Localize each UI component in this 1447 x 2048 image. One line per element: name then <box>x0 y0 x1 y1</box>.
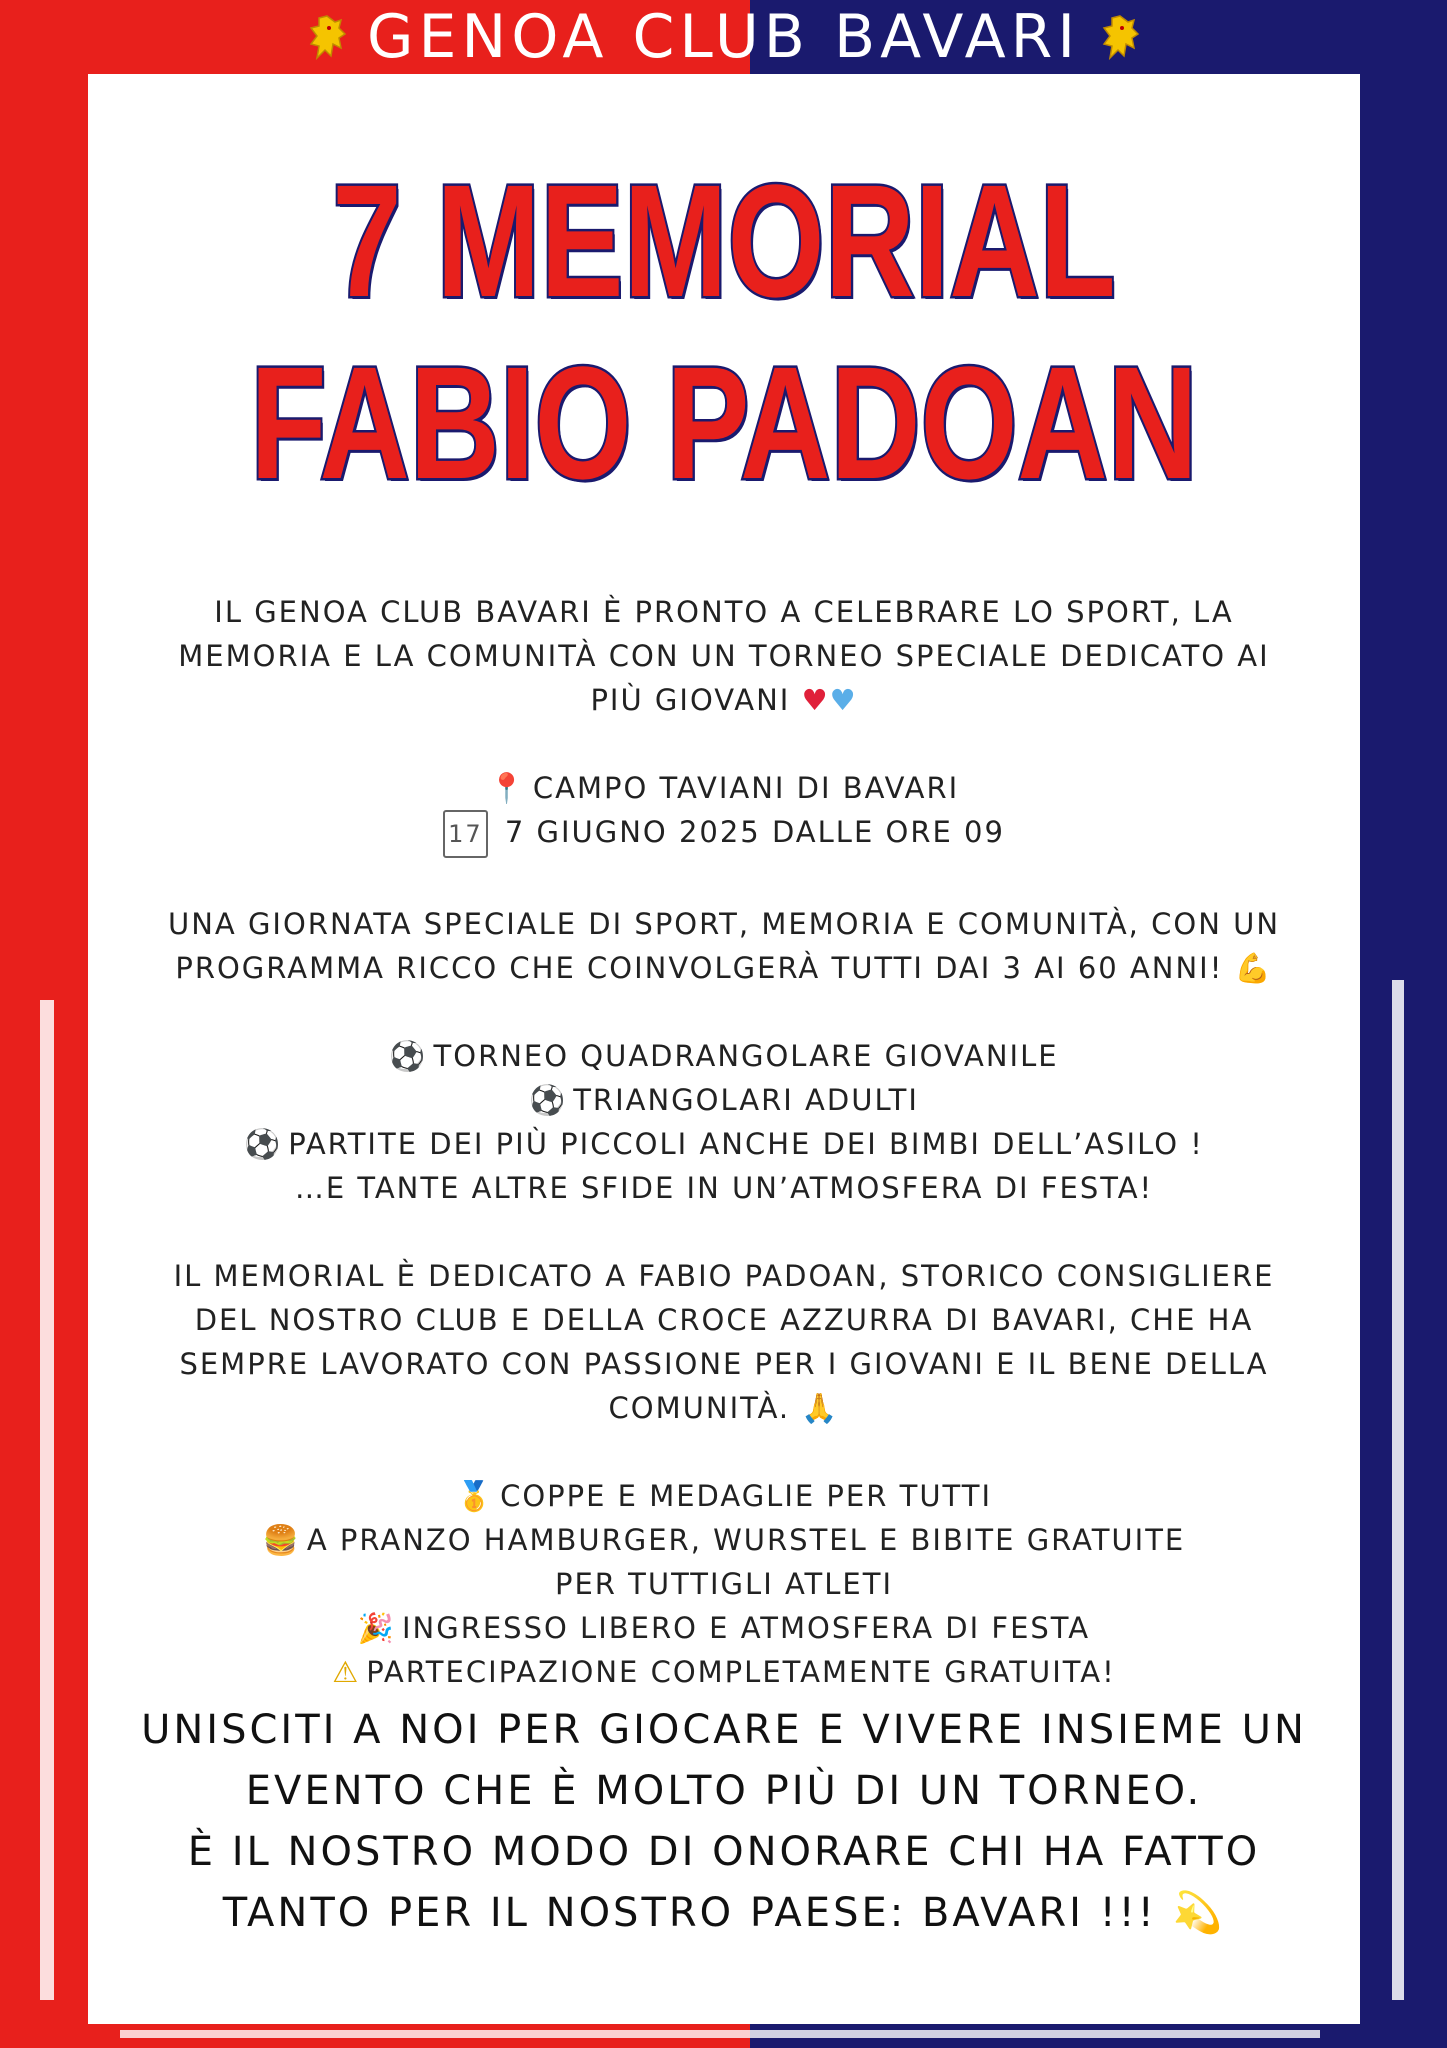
star-icon: 💫 <box>1172 1890 1226 1936</box>
soccer-ball-icon: ⚽ <box>529 1083 568 1117</box>
closing-message <box>88 1700 1360 1944</box>
soccer-ball-icon: ⚽ <box>389 1039 428 1073</box>
perk-item: 🥇 COPPE E MEDAGLIE PER TUTTI <box>100 1474 1348 1518</box>
warning-icon: ⚠ <box>332 1655 361 1689</box>
date-line: 17 7 GIUGNO 2025 DALLE ORE 09 <box>100 810 1348 858</box>
activity-item: ⚽ PARTITE DEI PIÙ PICCOLI ANCHE DEI BIMBI DELL’ASILO ! <box>100 1122 1348 1166</box>
header <box>0 0 1447 74</box>
heart-icon: ♥ <box>829 683 858 717</box>
intro-line-last: PIÙ GIOVANI ♥♥ <box>590 683 858 717</box>
brush-stroke <box>120 2030 1320 2038</box>
brush-stroke <box>1392 980 1404 2000</box>
dedication-line: COMUNITÀ. 🙏 <box>608 1391 840 1425</box>
club-name: GENOA CLUB BAVARI <box>366 2 1081 72</box>
program-line: UNA GIORNATA SPECIALE DI SPORT, MEMORIA E COMUNITÀ, CON UN <box>167 907 1281 941</box>
lion-icon <box>305 12 349 62</box>
title-line: 7 MEMORIAL <box>332 151 1116 330</box>
program-line: PROGRAMMA RICCO CHE COINVOLGERÀ TUTTI DAI 3 AI 60 ANNI! 💪 <box>175 951 1273 985</box>
dedication-line: IL MEMORIAL È DEDICATO A FABIO PADOAN, STORICO CONSIGLIERE <box>173 1259 1275 1293</box>
intro-line: MEMORIA E LA COMUNITÀ CON UN TORNEO SPECIALE DEDICATO AI <box>178 639 1270 673</box>
perk-item: 🎉 INGRESSO LIBERO E ATMOSFERA DI FESTA <box>100 1606 1348 1650</box>
dedication-line: SEMPRE LAVORATO CON PASSIONE PER I GIOVANI E IL BENE DELLA <box>179 1347 1269 1381</box>
perk-item: ⚠ PARTECIPAZIONE COMPLETAMENTE GRATUITA! <box>100 1650 1348 1694</box>
activity-item: ⚽ TORNEO QUADRANGOLARE GIOVANILE <box>100 1034 1348 1078</box>
medal-icon: 🥇 <box>455 1479 495 1513</box>
burger-icon: 🍔 <box>262 1523 301 1557</box>
closing-line: EVENTO CHE È MOLTO PIÙ DI UN TORNEO. <box>245 1768 1203 1814</box>
closing-line: TANTO PER IL NOSTRO PAESE: BAVARI !!! 💫 <box>222 1890 1226 1936</box>
pin-icon: 📍 <box>488 771 527 805</box>
closing-line: È IL NOSTRO MODO DI ONORARE CHI HA FATTO <box>187 1829 1261 1875</box>
party-icon: 🎉 <box>357 1611 396 1645</box>
activity-item: ⚽ TRIANGOLARI ADULTI <box>100 1078 1348 1122</box>
pray-icon: 🙏 <box>801 1391 840 1425</box>
dedication-line: DEL NOSTRO CLUB E DELLA CROCE AZZURRA DI BAVARI, CHE HA <box>194 1303 1254 1337</box>
calendar-icon: 17 <box>443 810 488 858</box>
closing-line: UNISCITI A NOI PER GIOCARE E VIVERE INSIEME UN <box>141 1707 1307 1753</box>
activity-item: …E TANTE ALTRE SFIDE IN UN’ATMOSFERA DI FESTA! <box>294 1171 1154 1205</box>
poster-body <box>100 590 1348 1694</box>
intro-line: IL GENOA CLUB BAVARI È PRONTO A CELEBRARE LO SPORT, LA <box>214 595 1234 629</box>
location-line: 📍 CAMPO TAVIANI DI BAVARI <box>100 766 1348 810</box>
heart-icon: ♥ <box>801 683 830 717</box>
title-line: FABIO PADOAN <box>250 333 1198 512</box>
event-title <box>228 150 1220 514</box>
lion-icon <box>1098 12 1142 62</box>
perk-item: 🍔 A PRANZO HAMBURGER, WURSTEL E BIBITE GRATUITE <box>100 1518 1348 1562</box>
brush-stroke <box>40 1000 54 2000</box>
soccer-ball-icon: ⚽ <box>244 1127 283 1161</box>
muscle-icon: 💪 <box>1234 951 1273 985</box>
perk-item-continued: PER TUTTIGLI ATLETI <box>554 1567 894 1601</box>
